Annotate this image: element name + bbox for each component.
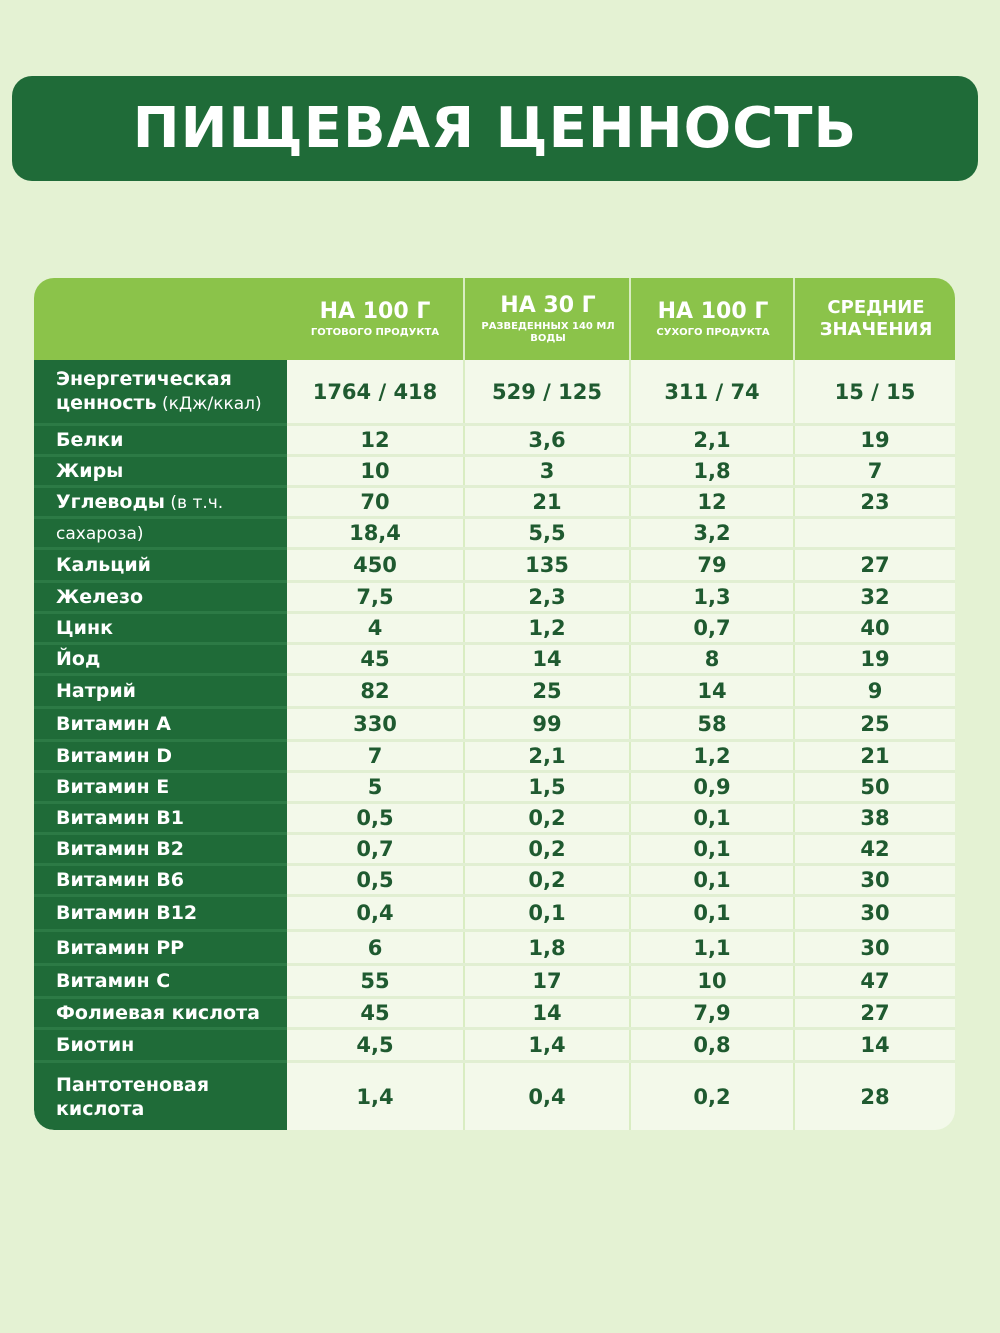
nutrient-name: Витамин В1 <box>34 804 287 835</box>
nutrient-name: Натрий <box>34 676 287 709</box>
table-row <box>34 773 955 804</box>
value-cell: 3,6 <box>528 428 566 452</box>
table-row <box>34 583 955 614</box>
nutrient-name: Йод <box>34 645 287 676</box>
value-cell: 0,8 <box>693 1033 731 1057</box>
value-cell: 58 <box>697 712 727 736</box>
value-cell: 4 <box>367 616 383 640</box>
value-cell: 0,1 <box>693 837 731 861</box>
page-title: ПИЩЕВАЯ ЦЕННОСТЬ <box>132 96 858 161</box>
value-cell: 10 <box>697 969 727 993</box>
value-cell: 1,1 <box>693 935 731 960</box>
value-cell: 9 <box>867 679 883 703</box>
value-cell: 38 <box>860 806 890 830</box>
value-cell: 0,5 <box>356 806 394 830</box>
value-cell: 330 <box>353 712 397 736</box>
value-cell: 99 <box>532 712 562 736</box>
value-cell: 14 <box>860 1033 890 1057</box>
table-row <box>34 966 955 999</box>
nutrient-name: Биотин <box>34 1030 287 1063</box>
value-cell: 0,7 <box>693 616 731 640</box>
value-cell: 529 / 125 <box>492 379 602 404</box>
value-cell: 21 <box>532 490 562 514</box>
nutrient-name: Витамин В12 <box>34 897 287 932</box>
value-cell: 0,9 <box>693 775 731 799</box>
value-cell: 1,4 <box>356 1084 394 1109</box>
value-cell: 0,2 <box>528 806 566 830</box>
table-row <box>34 897 955 932</box>
value-cell: 55 <box>360 969 390 993</box>
value-cell: 42 <box>860 837 890 861</box>
nutrient-name: Витамин А <box>34 709 287 742</box>
value-cell: 27 <box>860 1001 890 1025</box>
value-cell: 70 <box>360 490 390 514</box>
value-cell: 82 <box>360 679 390 703</box>
table-row <box>34 866 955 897</box>
value-cell: 23 <box>860 490 890 514</box>
value-cell: 7,9 <box>693 1001 731 1025</box>
value-cell: 0,1 <box>693 806 731 830</box>
value-cell: 1764 / 418 <box>312 379 438 404</box>
value-cell: 1,8 <box>693 459 731 483</box>
value-cell: 1,4 <box>528 1033 566 1057</box>
nutrient-name: сахароза) <box>34 519 287 550</box>
value-cell: 1,2 <box>693 744 731 768</box>
value-cell: 21 <box>860 744 890 768</box>
table-row <box>34 709 955 742</box>
value-cell: 1,3 <box>693 585 731 609</box>
value-cell: 79 <box>697 553 727 577</box>
nutrient-name: Энергетическая ценность (кДж/ккал) <box>34 360 287 426</box>
table-row <box>34 1030 955 1063</box>
table-row <box>34 550 955 583</box>
value-cell: 14 <box>532 1001 562 1025</box>
value-cell: 5,5 <box>528 521 566 545</box>
value-cell: 25 <box>532 679 562 703</box>
value-cell: 2,1 <box>693 428 731 452</box>
value-cell: 0,1 <box>693 868 731 892</box>
nutrient-name: Белки <box>34 426 287 457</box>
value-cell: 50 <box>860 775 890 799</box>
value-cell: 0,1 <box>528 901 566 925</box>
nutrient-name: Цинк <box>34 614 287 645</box>
value-cell: 17 <box>532 969 562 993</box>
value-cell: 30 <box>860 868 890 892</box>
value-cell: 5 <box>367 775 383 799</box>
column-header-average: СРЕДНИЕ ЗНАЧЕНИЯ <box>793 278 955 360</box>
nutrient-name: Железо <box>34 583 287 614</box>
value-cell: 30 <box>860 901 890 925</box>
value-cell: 10 <box>360 459 390 483</box>
value-cell: 28 <box>860 1084 890 1109</box>
table-header <box>34 278 955 360</box>
value-cell: 12 <box>360 428 390 452</box>
nutrient-name: Жиры <box>34 457 287 488</box>
column-header-100g-dry: НА 100 Г СУХОГО ПРОДУКТА <box>629 278 795 360</box>
value-cell: 7,5 <box>356 585 394 609</box>
value-cell: 47 <box>860 969 890 993</box>
nutrient-name: Пантотеновая кислота <box>56 1073 210 1120</box>
table-row <box>34 676 955 709</box>
nutrient-name: Витамин С <box>34 966 287 999</box>
value-cell: 32 <box>860 585 890 609</box>
value-cell: 450 <box>353 553 397 577</box>
table-row <box>34 835 955 866</box>
value-cell: 1,8 <box>528 935 566 960</box>
table-row <box>34 742 955 773</box>
value-cell: 45 <box>360 647 390 671</box>
value-cell: 311 / 74 <box>664 379 760 404</box>
value-cell: 6 <box>367 935 383 960</box>
nutrition-table <box>34 278 955 1130</box>
value-cell: 0,4 <box>356 901 394 925</box>
table-row <box>34 457 955 488</box>
column-header-30g: НА 30 Г РАЗВЕДЕННЫХ 140 МЛ ВОДЫ <box>463 278 631 360</box>
nutrient-name: Витамин Е <box>34 773 287 804</box>
value-cell: 135 <box>525 553 569 577</box>
nutrient-name: Витамин В6 <box>34 866 287 897</box>
value-cell: 8 <box>704 647 720 671</box>
value-cell: 1,5 <box>528 775 566 799</box>
value-cell: 19 <box>860 647 890 671</box>
table-row <box>34 426 955 457</box>
value-cell: 15 / 15 <box>834 379 916 404</box>
nutrient-name: Фолиевая кислота <box>34 999 287 1030</box>
value-cell: 3,2 <box>693 521 731 545</box>
value-cell: 14 <box>697 679 727 703</box>
nutrient-name: Углеводы (в т.ч. <box>34 488 287 519</box>
value-cell: 19 <box>860 428 890 452</box>
value-cell: 7 <box>367 744 383 768</box>
value-cell: 0,4 <box>528 1084 566 1109</box>
nutrient-name: Кальций <box>34 550 287 583</box>
value-cell: 0,2 <box>528 837 566 861</box>
table-row <box>34 519 955 550</box>
value-cell: 0,7 <box>356 837 394 861</box>
value-cell: 27 <box>860 553 890 577</box>
table-row <box>34 614 955 645</box>
value-cell: 1,2 <box>528 616 566 640</box>
table-row <box>34 488 955 519</box>
value-cell: 0,5 <box>356 868 394 892</box>
column-header-100g-ready: НА 100 Г ГОТОВОГО ПРОДУКТА <box>310 298 440 338</box>
value-cell: 7 <box>867 459 883 483</box>
value-cell: 30 <box>860 935 890 960</box>
value-cell: 0,2 <box>693 1084 731 1109</box>
value-cell: 4,5 <box>356 1033 394 1057</box>
value-cell: 0,1 <box>693 901 731 925</box>
table-row <box>34 360 955 426</box>
value-cell: 12 <box>697 490 727 514</box>
value-cell: 14 <box>532 647 562 671</box>
nutrient-name: Витамин РР <box>34 932 287 966</box>
table-row <box>34 804 955 835</box>
value-cell: 2,3 <box>528 585 566 609</box>
value-cell: 2,1 <box>528 744 566 768</box>
value-cell: 40 <box>860 616 890 640</box>
value-cell <box>795 519 955 547</box>
value-cell: 45 <box>360 1001 390 1025</box>
table-row <box>34 1063 955 1130</box>
table-row <box>34 645 955 676</box>
nutrient-name: Витамин В2 <box>34 835 287 866</box>
value-cell: 0,2 <box>528 868 566 892</box>
nutrient-name: Витамин D <box>34 742 287 773</box>
value-cell: 18,4 <box>349 521 401 545</box>
value-cell: 3 <box>539 459 555 483</box>
value-cell: 25 <box>860 712 890 736</box>
title-banner <box>12 76 978 181</box>
table-row <box>34 932 955 966</box>
table-row <box>34 999 955 1030</box>
